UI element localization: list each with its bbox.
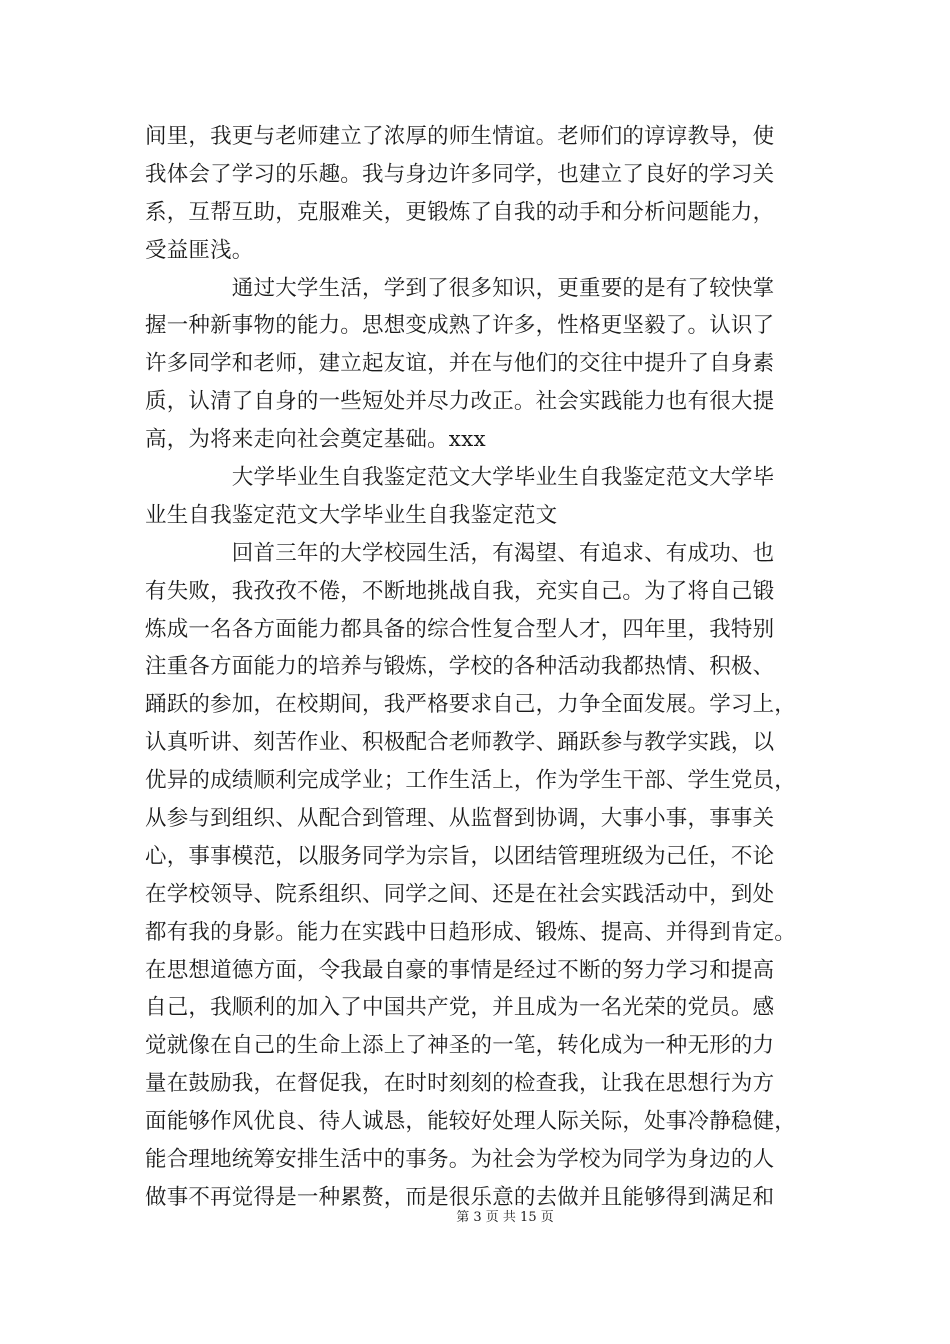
text-line: 炼成一名各方面能力都具备的综合性复合型人才，四年里，我特别 [145,616,775,642]
text-line: 我体会了学习的乐趣。我与身边许多同学，也建立了良好的学习关 [145,161,775,187]
text-line: 在思想道德方面，令我最自豪的事情是经过不断的努力学习和提高 [145,957,775,983]
text-line: 间里，我更与老师建立了浓厚的师生情谊。老师们的谆谆教导，使 [145,124,775,149]
text-line: 许多同学和老师，建立起友谊，并在与他们的交往中提升了自身素 [145,351,775,377]
page-number-footer: 第 3 页 共 15 页 [456,1210,554,1225]
text-line: 系，互帮互助，克服难关，更锻炼了自我的动手和分析问题能力， [145,199,775,225]
text-line: 都有我的身影。能力在实践中日趋形成、锻炼、提高、并得到肯定。 [145,919,797,945]
text-line: 质，认清了自身的一些短处并尽力改正。社会实践能力也有很大提 [145,389,775,415]
text-line: 握一种新事物的能力。思想变成熟了许多，性格更坚毅了。认识了 [145,313,775,339]
text-line: 回首三年的大学校园生活，有渴望、有追求、有成功、也 [145,540,775,566]
text-line: 有失败，我孜孜不倦，不断地挑战自我，充实自己。为了将自己锻 [145,578,775,604]
text-line: 量在鼓励我，在督促我，在时时刻刻的检查我，让我在思想行为方 [145,1071,775,1097]
text-line: 踊跃的参加，在校期间，我严格要求自己，力争全面发展。学习上， [145,692,797,718]
document-body [145,118,810,1217]
text-line: 能合理地统筹安排生活中的事务。为社会为学校为同学为身边的人 [145,1147,775,1173]
text-line: 在学校领导、院系组织、同学之间、还是在社会实践活动中，到处 [145,881,775,907]
text-line: 心，事事模范，以服务同学为宗旨，以团结管理班级为己任，不论 [145,843,775,869]
text-line: 觉就像在自己的生命上添上了神圣的一笔，转化成为一种无形的力 [145,1033,775,1059]
text-line: 从参与到组织、从配合到管理、从监督到协调，大事小事，事事关 [145,806,775,832]
text-line: 优异的成绩顺利完成学业；工作生活上，作为学生干部、学生党员， [145,768,797,794]
text-line: 自己，我顺利的加入了中国共产党，并且成为一名光荣的党员。感 [145,995,775,1021]
text-line: 通过大学生活，学到了很多知识，更重要的是有了较快掌 [145,275,775,301]
text-line: 做事不再觉得是一种累赘，而是很乐意的去做并且能够得到满足和 [145,1184,775,1210]
text-line: 认真听讲、刻苦作业、积极配合老师教学、踊跃参与教学实践，以 [145,730,775,756]
text-line: 高，为将来走向社会奠定基础。xxx [145,427,486,453]
text-line: 面能够作风优良、待人诚恳，能较好处理人际关际，处事冷静稳健， [145,1109,797,1135]
text-line: 受益匪浅。 [145,237,254,263]
text-line: 业生自我鉴定范文大学毕业生自我鉴定范文 [145,502,558,528]
text-line: 大学毕业生自我鉴定范文大学毕业生自我鉴定范文大学毕 [145,465,775,491]
text-line: 注重各方面能力的培养与锻炼，学校的各种活动我都热情、积极、 [145,654,775,680]
